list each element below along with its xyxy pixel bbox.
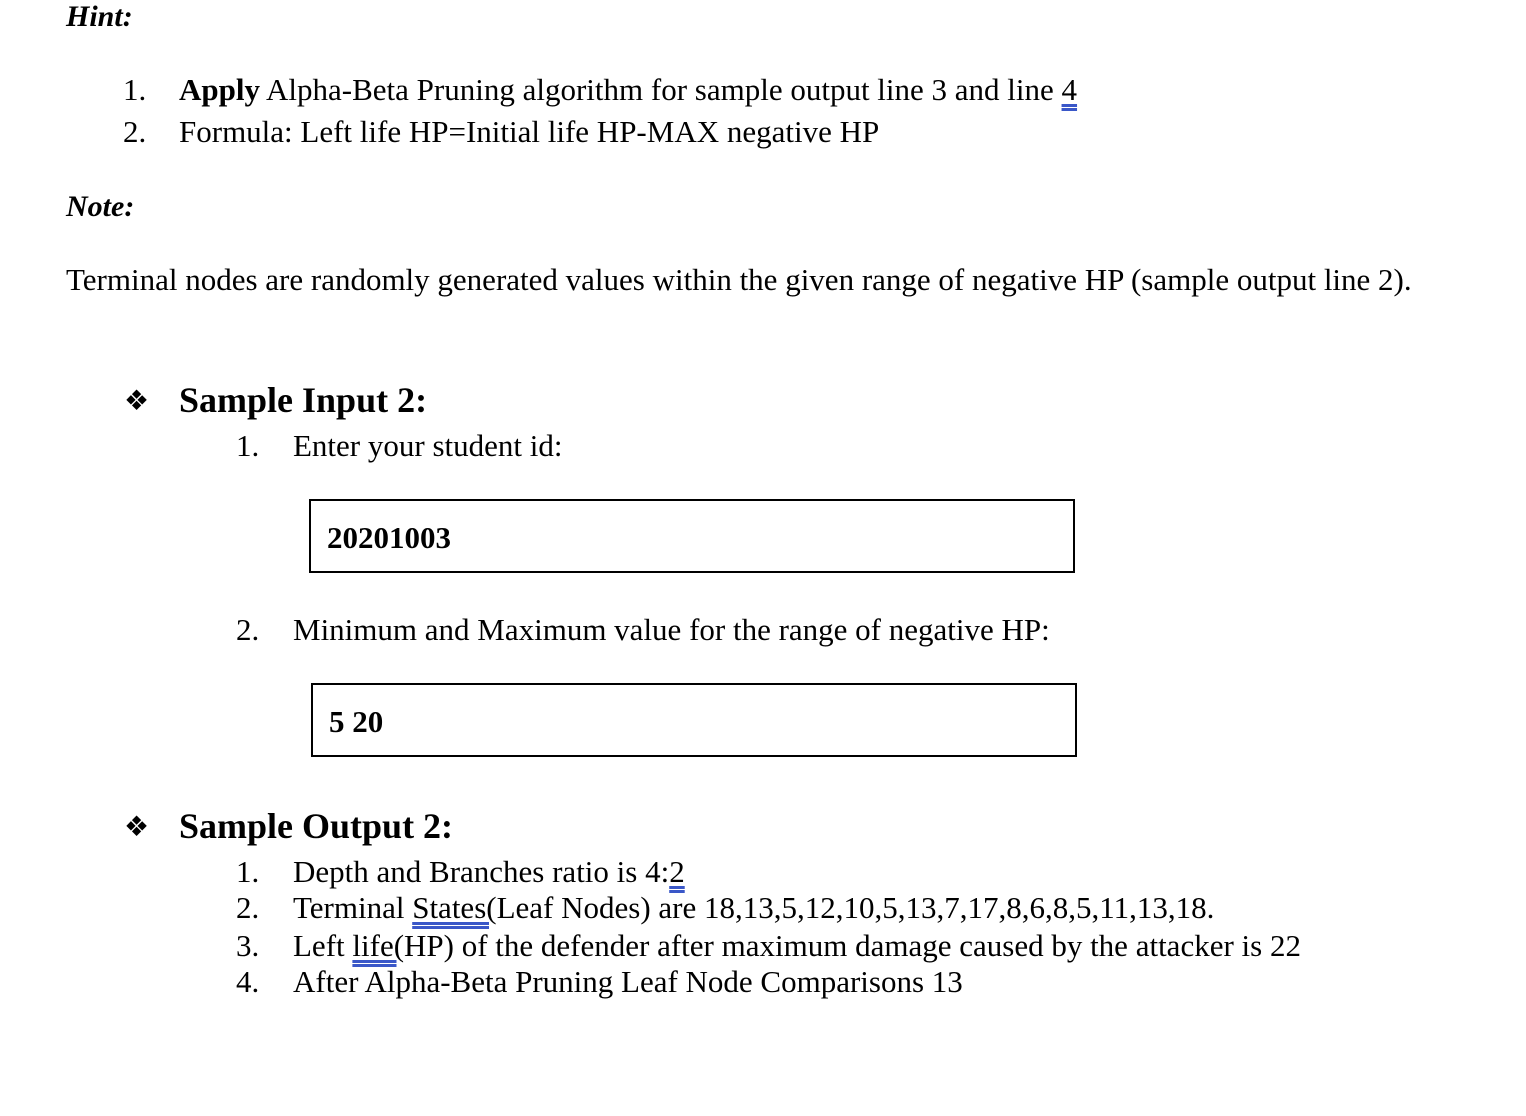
sample-output-item-2-pre: Terminal (293, 890, 413, 925)
student-id-box (309, 499, 1075, 573)
note-text: Terminal nodes are randomly generated values within the given range of negative HP (sample output line 2). (66, 262, 1412, 297)
hint-item-1-number: 1. (123, 72, 147, 107)
sample-output-item-1-underlined: 2 (669, 854, 685, 889)
sample-output-item-2 (293, 890, 1214, 926)
sample-output-item-3-underlined: life( (352, 928, 405, 963)
hint-item-1-bold: Apply (179, 72, 260, 107)
sample-output-item-1 (293, 854, 685, 890)
sample-output-item-2-underlined: States( (412, 890, 497, 925)
sample-output-bullet-icon: ❖ (124, 812, 150, 843)
sample-output-item-1-number: 1. (236, 854, 260, 889)
hp-range-box (311, 683, 1077, 757)
hint-item-2: Formula: Left life HP=Initial life HP-MAX negative HP (179, 114, 880, 149)
sample-output-item-3 (293, 928, 1301, 964)
sample-output-item-4: After Alpha-Beta Pruning Leaf Node Comparisons 13 (293, 964, 963, 999)
note-heading: Note: (66, 190, 135, 223)
hint-item-1 (179, 72, 1077, 108)
sample-output-item-2-post: Leaf Nodes) are 18,13,5,12,10,5,13,7,17,8,6,8,5,11,13,18. (496, 890, 1215, 925)
hp-range-value: 5 20 (329, 704, 384, 739)
hint-heading: Hint: (66, 0, 133, 33)
student-id-value: 20201003 (327, 520, 451, 555)
hint-item-1-text: Alpha-Beta Pruning algorithm for sample output line 3 and line (259, 72, 1062, 107)
sample-input-item-1: Enter your student id: (293, 428, 563, 463)
sample-output-heading: Sample Output 2: (179, 806, 454, 846)
sample-input-heading: Sample Input 2: (179, 380, 428, 420)
sample-input-bullet-icon: ❖ (124, 386, 150, 417)
hint-item-1-tail: 4 (1061, 72, 1078, 107)
sample-output-item-4-number: 4. (236, 964, 260, 999)
sample-output-item-2-number: 2. (236, 890, 260, 925)
sample-output-item-3-pre: Left (293, 928, 353, 963)
hint-item-2-number: 2. (123, 114, 147, 149)
sample-output-item-3-number: 3. (236, 928, 260, 963)
sample-output-item-1-pre: Depth and Branches ratio is 4: (293, 854, 670, 889)
sample-input-item-2: Minimum and Maximum value for the range of negative HP: (293, 612, 1050, 647)
sample-output-item-3-post: HP) of the defender after maximum damage caused by the attacker is 22 (404, 928, 1301, 963)
sample-input-item-2-number: 2. (236, 612, 260, 647)
sample-input-item-1-number: 1. (236, 428, 260, 463)
